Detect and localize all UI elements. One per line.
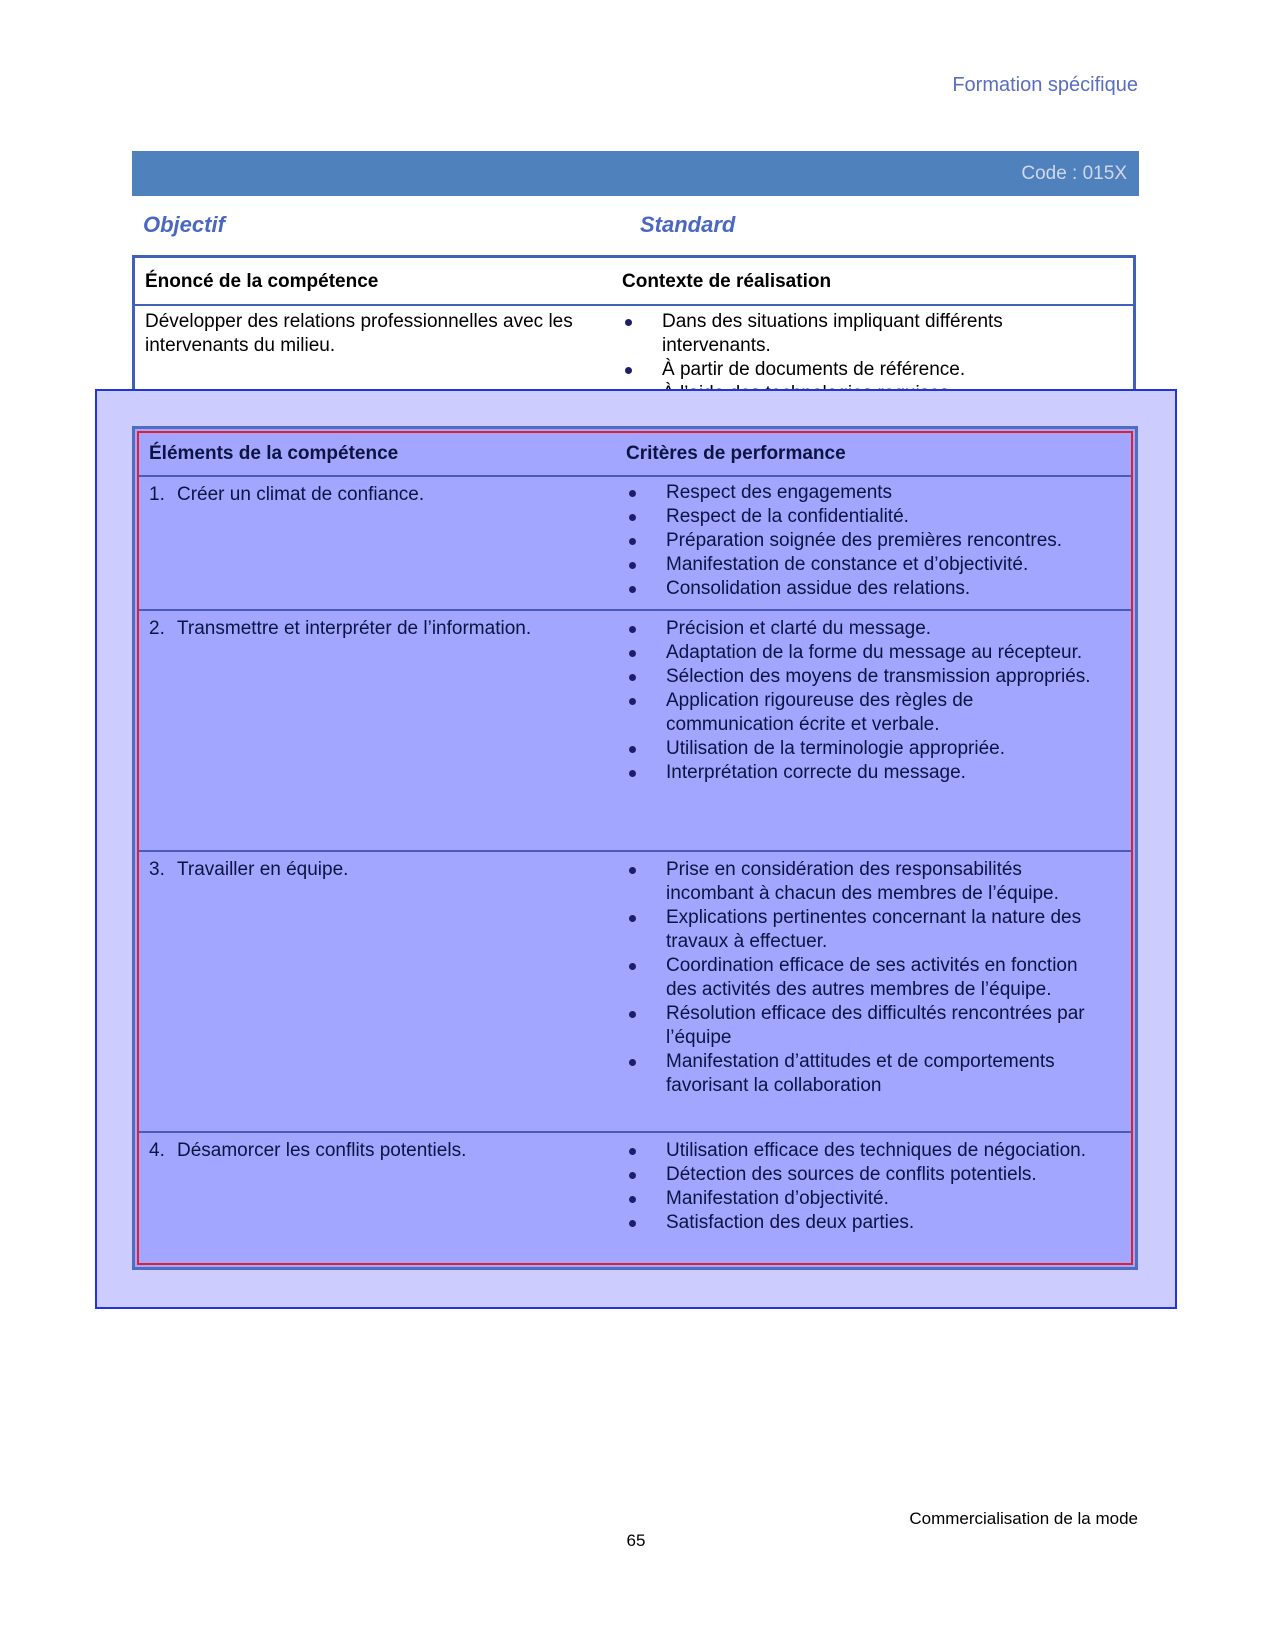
bullet-icon [629, 746, 636, 753]
criteres-header: Critères de performance [626, 443, 846, 464]
bullet-icon [629, 490, 636, 497]
bullet-icon [629, 867, 636, 874]
code-label: Code : 015X [1021, 163, 1127, 184]
criteres-list-1 [626, 481, 1106, 601]
list-item: Coordination efficace de ses activités en fonction des activités des autres membres de l’équipe. [626, 954, 1106, 1002]
footer-program: Commercialisation de la mode [909, 1509, 1138, 1528]
bullet-icon [629, 963, 636, 970]
bullet-icon [629, 650, 636, 657]
list-item: Manifestation d’objectivité. [626, 1187, 1106, 1211]
element-2: 2. Transmettre et interpréter de l’information. [149, 618, 532, 639]
elements-table-inner [137, 431, 1133, 1265]
list-item: Sélection des moyens de transmission appropriés. [626, 665, 1106, 689]
row-divider [139, 850, 1131, 852]
bullet-icon [629, 1059, 636, 1066]
list-item: Manifestation de constance et d’objectivité. [626, 553, 1106, 577]
elements-header: Éléments de la compétence [149, 443, 399, 464]
bullet-icon [625, 319, 632, 326]
list-item: Détection des sources de conflits potentiels. [626, 1163, 1106, 1187]
bullet-icon [629, 1011, 636, 1018]
header-title: Formation spécifique [952, 74, 1138, 96]
list-item: Précision et clarté du message. [626, 617, 1106, 641]
enonce-table [132, 255, 1136, 407]
list-item: Satisfaction des deux parties. [626, 1211, 1106, 1235]
list-item: Préparation soignée des premières rencontres. [626, 529, 1106, 553]
row-divider [139, 1131, 1131, 1133]
enonce-table-header [135, 258, 1133, 306]
bullet-icon [629, 514, 636, 521]
row-divider [139, 609, 1131, 611]
bullet-icon [625, 367, 632, 374]
enonce-text: Développer des relations professionnelles avec les intervenants du milieu. [145, 311, 573, 356]
bullet-icon [629, 586, 636, 593]
list-item: Utilisation efficace des techniques de négociation. [626, 1139, 1106, 1163]
bullet-icon [629, 674, 636, 681]
list-item: À partir de documents de référence. [622, 358, 1102, 382]
list-item: Respect des engagements [626, 481, 1106, 505]
list-item: Dans des situations impliquant différents intervenants. [622, 310, 1102, 358]
bullet-icon [629, 1148, 636, 1155]
criteres-list-4 [626, 1139, 1106, 1235]
bullet-icon [629, 698, 636, 705]
page-number: 65 [626, 1531, 646, 1550]
list-item: Adaptation de la forme du message au récepteur. [626, 641, 1106, 665]
bullet-icon [629, 626, 636, 633]
element-4: 4. Désamorcer les conflits potentiels. [149, 1140, 467, 1161]
element-1: 1. Créer un climat de confiance. [149, 484, 425, 505]
list-item: Consolidation assidue des relations. [626, 577, 1106, 601]
list-item: Résolution efficace des difficultés rencontrées par l’équipe [626, 1002, 1106, 1050]
list-item: Manifestation d’attitudes et de comportements favorisant la collaboration [626, 1050, 1106, 1098]
list-item: Utilisation de la terminologie appropriée. [626, 737, 1106, 761]
bullet-icon [629, 1172, 636, 1179]
bullet-icon [629, 770, 636, 777]
enonce-header: Énoncé de la compétence [145, 271, 379, 292]
objectif-label: Objectif [143, 212, 225, 237]
row-divider [139, 475, 1131, 477]
element-3: 3. Travailler en équipe. [149, 859, 349, 880]
list-item: Application rigoureuse des règles de communication écrite et verbale. [626, 689, 1106, 737]
code-bar [132, 151, 1139, 196]
list-item: Respect de la confidentialité. [626, 505, 1106, 529]
criteres-list-2 [626, 617, 1106, 785]
bullet-icon [629, 562, 636, 569]
standard-label: Standard [640, 212, 736, 237]
bullet-icon [629, 1220, 636, 1227]
list-item: Interprétation correcte du message. [626, 761, 1106, 785]
elements-table [132, 426, 1138, 1270]
bullet-icon [629, 915, 636, 922]
criteres-list-3 [626, 858, 1106, 1098]
list-item: Prise en considération des responsabilités incombant à chacun des membres de l’équipe. [626, 858, 1106, 906]
bullet-icon [629, 538, 636, 545]
bullet-icon [629, 1196, 636, 1203]
list-item: Explications pertinentes concernant la nature des travaux à effectuer. [626, 906, 1106, 954]
contexte-header: Contexte de réalisation [622, 271, 832, 292]
